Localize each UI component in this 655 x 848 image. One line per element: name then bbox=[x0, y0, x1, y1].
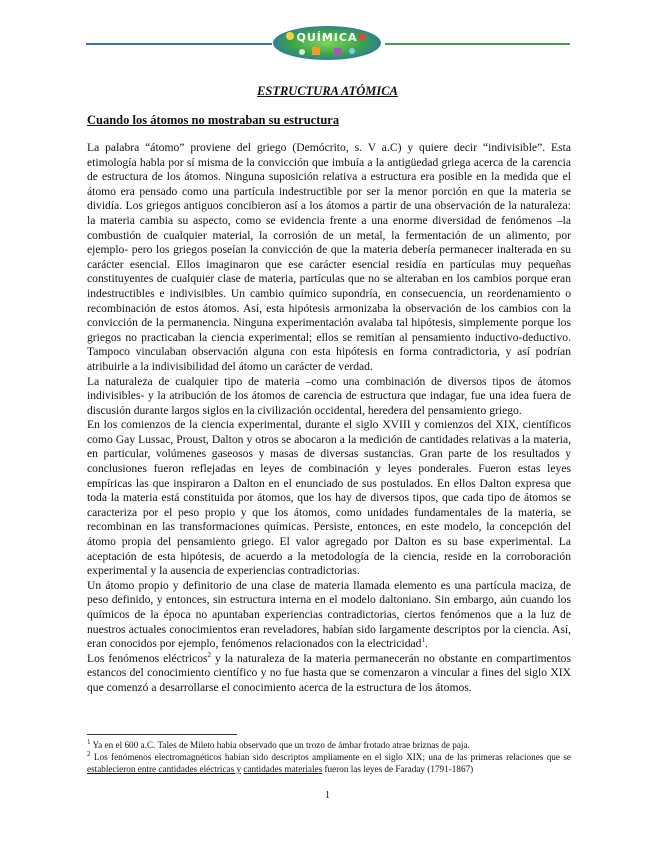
footnotes bbox=[87, 739, 571, 775]
logo-dot-white bbox=[299, 49, 305, 55]
footnote-1-number: 1 bbox=[87, 737, 91, 746]
footnote-2-underlined-b: cantidades materiales bbox=[243, 764, 323, 774]
logo-dot-red bbox=[359, 34, 366, 41]
logo-dot-yellow bbox=[286, 32, 294, 40]
footnote-1 bbox=[87, 739, 571, 751]
footnote-1-text: Ya en el 600 a.C. Tales de Mileto había observado que un trozo de ámbar frotado atrae briznas de paja. bbox=[90, 740, 470, 750]
footnote-ref-2[interactable]: 2 bbox=[207, 650, 212, 659]
footnote-separator bbox=[87, 734, 237, 735]
logo-text: QUÍMICA bbox=[296, 31, 358, 44]
footnote-2-text-a: Los fenómenos electromagnéticos habían sido descriptos ampliamente en el siglo XIX; una de las primeras relaciones que se bbox=[90, 752, 571, 762]
footnote-2-text-end: fueron las leyes de Faraday (1791-1867) bbox=[322, 764, 474, 774]
footnote-2-number: 2 bbox=[87, 749, 91, 758]
footnote-2-underlined-a: establecieron entre cantidades eléctricas y bbox=[87, 764, 242, 774]
quimica-logo bbox=[272, 25, 382, 61]
section-heading: Cuando los átomos no mostraban su estructura bbox=[87, 113, 340, 127]
header-rule-right bbox=[385, 43, 570, 45]
paragraph-4-text: Un átomo propio y definitorio de una clase de materia llamada elemento es una partícula maciza, de peso definido, y entonces, sin estructura interna en el modelo daltoniano. Sin embargo, aún cuando los químicos de la época no apuntaban experiencias contradictorias, ciertos fenómenos que a la luz de nuestros actuales conocimientos eran reveladores, habían sido largamente descriptos por la ciencia. Así, eran conocidos por ejemplo, fenómenos relacionados con la electricidad bbox=[87, 578, 571, 651]
body-text bbox=[87, 141, 571, 696]
paragraph-5-start: Los fenómenos eléctricos bbox=[87, 651, 208, 665]
paragraph-4-end: . bbox=[424, 637, 428, 651]
paragraph-4 bbox=[87, 579, 571, 652]
paragraph-5-rest: y la naturaleza de la materia permanecerán no obstante en compartimentos estancos del conocimiento científico y no fue hasta que se comenzaron a vincular a fines del siglo XIX que comenzó a desarrollarse el conocimiento acerca de la estructura de los átomos. bbox=[87, 651, 571, 694]
paragraph-2: La naturaleza de cualquier tipo de materia –como una combinación de diversos tipos de átomos indivisibles- y la atribución de los átomos de carencia de estructura que indagar, fue una idea fuera de discusión durante largos siglos en la civilización occidental, heredera del pensamiento griego. bbox=[87, 374, 571, 417]
logo-dot-blue bbox=[349, 48, 355, 54]
logo-square-purple bbox=[334, 48, 341, 55]
header-rule-left bbox=[86, 43, 272, 45]
footnote-ref-1[interactable]: 1 bbox=[421, 636, 425, 645]
paragraph-3: En los comienzos de la ciencia experimental, durante el siglo XVIII y comienzos del XIX, científicos como Gay Lussac, Proust, Dalton y otros se abocaron a la medición de cantidades relativas a la materia, en particular, volúmenes gaseosos y masas de diversas sustancias. Gran parte de los resultados y conclusiones fueron reflejadas en leyes de combinación y leyes ponderales. Fueron estas leyes empíricas las que inspiraron a Dalton en el enunciado de sus postulados. En ellos Dalton expresa que toda la materia está constituida por átomos, que los hay de diversos tipos, que cada tipo de átomos se caracteriza por el peso propio y que los átomos, como unidades fundamentales de la materia, se recombinan en las transformaciones químicas. Persiste, entonces, en este modelo, la concepción del átomo propia del pensamiento griego. El valor agregado por Dalton es su base experimental. La aceptación de esta hipótesis, de acuerdo a la metodología de la ciencia, reside en la corroboración experimental y la ausencia de experiencias contradictorias. bbox=[87, 418, 571, 578]
footnote-2 bbox=[87, 751, 571, 775]
paragraph-5 bbox=[87, 652, 571, 696]
logo-square-orange bbox=[312, 47, 320, 55]
page-title: ESTRUCTURA ATÓMICA bbox=[257, 84, 398, 98]
page-number: 1 bbox=[325, 790, 330, 801]
paragraph-1: La palabra “átomo” proviene del griego (Demócrito, s. V a.C) y quiere decir “indivisible”. Esta etimología habla por sí misma de la convicción que imbuía a la antigüedad griega acerca de la carencia de estructura de los átomos. Ninguna suposición relativa a estructura era posible en la medida que el átomo era pensado como una partícula indestructible por ser la menor porción en que la materia se dividía. Los griegos antiguos concibieron así a los átomos a partir de una observación de la naturaleza: la materia cambia su aspecto, como se evidencia frente a una enorme diversidad de fenómenos –la combustión de cualquier material, la corrosión de un metal, la fermentación de un alimento, por ejemplo- pero los griegos poseían la convicción de que la materia debería permanecer inalterada en su carácter esencial. Ellos imaginaron que ese carácter esencial residía en partículas muy pequeñas constituyentes de cualquier clase de materia, partículas que no se alteraban en los cambios porque eran indestructibles e indivisibles. Un cambio químico supondría, en consecuencia, un reordenamiento o recombinación de estos átomos. Así, esta hipótesis armonizaba la observación de los cambios con la convicción de la permanencia. Ninguna experimentación avalaba tal hipótesis, simplemente porque los griegos no practicaban la ciencia experimental; ellos se remitían al pensamiento inductivo-deductivo. Tampoco vinculaban observación alguna con esta hipótesis en forma contradictoria, y así podrían atribuirle a la indivisibilidad del átomo un carácter de verdad. bbox=[87, 141, 571, 373]
